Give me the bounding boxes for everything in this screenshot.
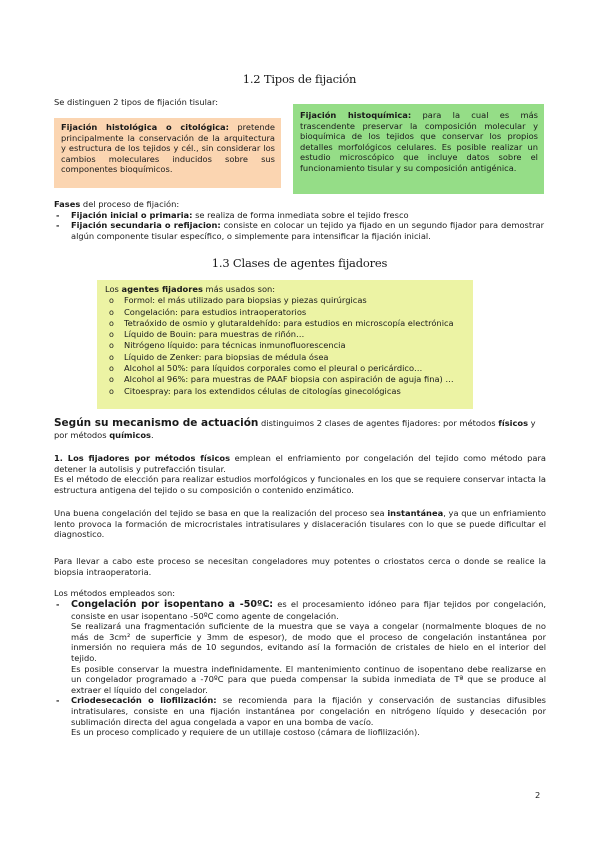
mecanismo-text: . (150, 430, 154, 440)
fases-section (54, 199, 544, 241)
fijacion-histologica-text: pretende principalmente la conservación de la arquitectura y estructura de los tejidos y cél., sin considerar los cambios moleculares inducidos sobre sus componentes bioquímicos. (61, 122, 275, 175)
list-item: o Tetraóxido de osmio y glutaraldehído: para estudios en microscopía electrónica (105, 318, 467, 329)
agentes-list (105, 295, 467, 397)
fijacion-histoquimica-text: para la cual es más trascendente preservar la composición molecular y bioquímica de los tejidos que conservar los propios detalles morfológicos celulares. Es posible realizar un estudio microscópico que incluye datos sobre el funcionamiento tisular y su composición antigénica. (300, 110, 538, 173)
intro-text: Se distinguen 2 tipos de fijación tisular: (54, 97, 219, 107)
fisicos-term: 1. Los fijadores por métodos físicos (54, 453, 231, 463)
fases-heading (54, 199, 544, 210)
fases-item-term: Fijación secundaria o refijacion: (71, 220, 221, 231)
mecanismo-text: distinguimos 2 clases de agentes fijadores: por métodos (258, 418, 499, 428)
metodo-term: Congelación por isopentano a -50ºC: (71, 599, 274, 610)
fases-term: Fases (54, 199, 81, 209)
metodo-text: Es posible conservar la muestra indefinidamente. El mantenimiento continuo de isopentano debe realizarse en un congelador programado a -70ºC para que pueda compensar la subida inmediata de Tª que se produce al extraer el líquido del congelador. (71, 663, 546, 695)
metodo-text: se recomienda para la fijación y conservación de sustancias difusibles intratisulares, consiste en una fijación instantánea por congelación en nitrógeno líquido y desecación por sublimación directa del agua congelada a vapor en una bomba de vacío. (71, 695, 546, 727)
fases-item-inicial (54, 210, 544, 221)
agentes-fijadores-box (97, 280, 473, 409)
metodos-intro: Los métodos empleados son: (54, 588, 176, 598)
agentes-heading (105, 284, 467, 295)
mecanismo-text: y por métodos (54, 418, 536, 440)
agentes-term: agentes fijadores (121, 284, 203, 294)
agentes-rest: más usados son: (202, 284, 276, 294)
agentes-lead: Los (105, 284, 122, 294)
fases-item-text: consiste en colocar un tejido ya fijado en un segundo fijador para demostrar algún componente tisular específico, o simplemente para intensificar la fijación inicial. (71, 220, 544, 241)
metodo-liofilizacion (54, 695, 546, 737)
metodo-term: Criodesecación o liofilización: (71, 695, 217, 706)
instantanea-term: instantánea (387, 508, 444, 518)
fisicos-text: Es el método de elección para realizar estudios morfológicos y funcionales en los que se requiere conservar intacta la estructura antigena del tejido o su composición o contenido enzimático. (54, 474, 546, 495)
page-number: 2 (535, 790, 541, 800)
list-item: o Citoespray: para los extendidos células de citologías ginecológicas (105, 386, 467, 397)
fisicos-paragraph-2 (54, 508, 546, 540)
list-item: o Formol: el más utilizado para biopsias y piezas quirúrgicas (105, 295, 467, 306)
list-item: o Congelación: para estudios intraoperatorios (105, 307, 467, 318)
mecanismo-fisicos: físicos (498, 418, 529, 428)
fisicos-text: Una buena congelación del tejido se basa en que la realización del proceso sea (54, 508, 388, 518)
list-item: o Líquido de Bouin: para muestras de riñón… (105, 329, 467, 340)
metodo-text: Se realizará una fragmentación suficiente de la muestra que se vaya a congelar (normalmente bloques de no más de 3cm² de superficie y 3mm de espesor), de modo que el proceso de congelación instantánea por inmersión no requiera más de 10 segundos, evitando así la formación de cristales de hielo en el interior del tejido. (71, 621, 546, 663)
fijacion-histologica-term: Fijación histológica o citológica: (61, 122, 229, 132)
fases-item-text: se realiza de forma inmediata sobre el tejido fresco (192, 209, 409, 220)
fisicos-text: , ya que un enfriamiento lento provoca la formación de microcristales intratisulares y dislaceración tisulares con lo que se puede dificultar el diagnostico. (54, 508, 546, 540)
fases-item-term: Fijación inicial o primaria: (71, 209, 193, 220)
fisicos-text: emplean el enfriamiento por congelación del tejido como método para detener la autolisis y putrefacción tisular. (54, 453, 546, 474)
mecanismo-paragraph (54, 417, 546, 441)
list-item: o Alcohol al 96%: para muestras de PAAF biopsia con aspiración de aguja fina) … (105, 374, 467, 385)
section-title-clases-agentes: 1.3 Clases de agentes fijadores (211, 256, 388, 270)
fases-item-secundaria (54, 220, 544, 241)
metodo-isopentano (54, 599, 546, 695)
fijacion-histoquimica-box (293, 104, 544, 194)
fisicos-paragraph-1 (54, 453, 546, 495)
fases-rest: del proceso de fijación: (80, 199, 180, 209)
list-item: o Alcohol al 50%: para líquidos corporales como el pleural o pericárdico… (105, 363, 467, 374)
fijacion-histoquimica-term: Fijación histoquímica: (300, 110, 412, 120)
metodos-list (54, 599, 546, 738)
mecanismo-heading: Según su mecanismo de actuación (54, 417, 259, 429)
mecanismo-quimicos: químicos (109, 430, 151, 440)
section-title-tipos-fijacion: 1.2 Tipos de fijación (242, 72, 357, 86)
metodo-text: Es un proceso complicado y requiere de un utillaje costoso (cámara de liofilización). (71, 727, 420, 738)
metodo-text: es el procesamiento idóneo para fijar tejidos por congelación, consiste en usar isopentano -50ºC como agente de congelación. (71, 599, 547, 621)
fisicos-paragraph-3: Para llevar a cabo este proceso se necesitan congeladores muy potentes o criostatos cerca o donde se realice la biopsia intraoperatoria. (54, 556, 546, 577)
list-item: o Líquido de Zenker: para biopsias de médula ósea (105, 352, 467, 363)
list-item: o Nitrógeno líquido: para técnicas inmunofluorescencia (105, 340, 467, 351)
fijacion-histologica-box (54, 118, 281, 188)
